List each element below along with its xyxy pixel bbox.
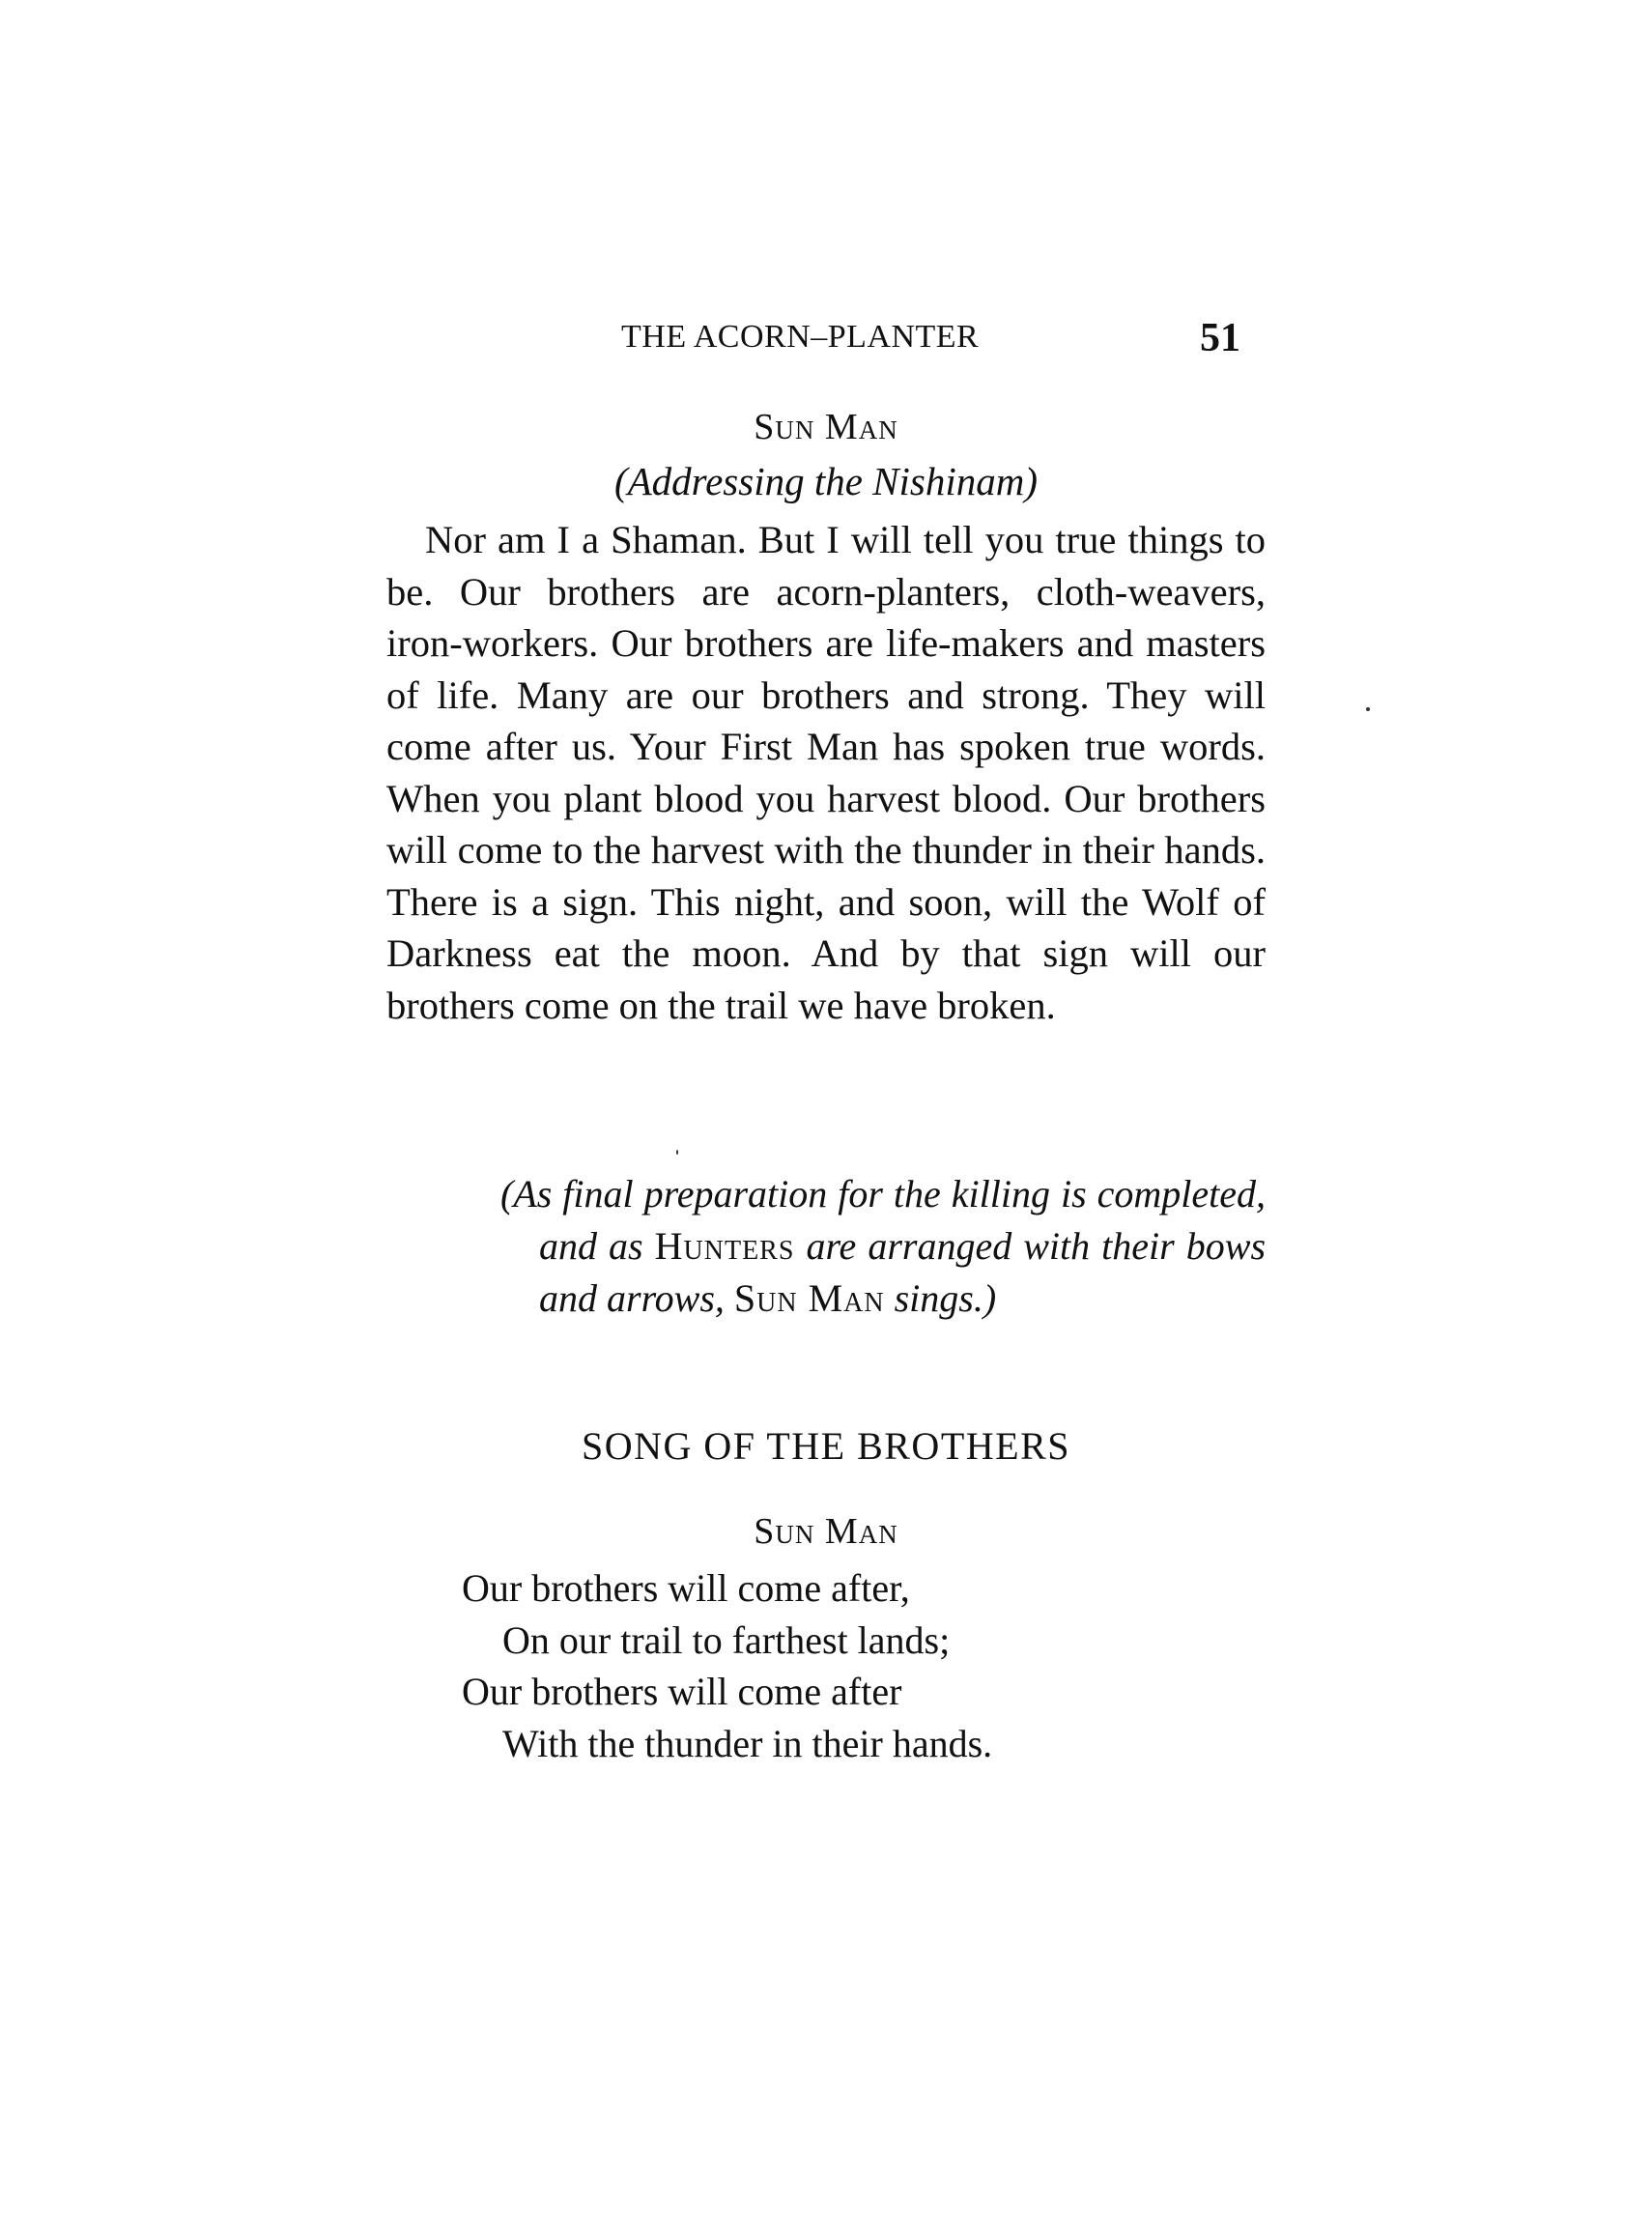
speech-paragraph: Nor am I a Shaman. But I will tell you true things to be. Our brothers are acorn-planters, cloth-weavers, iron-workers. Our brothers are life-makers and masters of life. Many are our brothers and strong. They will come after us. Your First Man has spoken true words. When you plant blood you harvest blood. Our brothers will come to the harvest with the thunder in their hands. There is a sign. This night, and soon, will the Wolf of Darkness eat the moon. And by that sign will our brothers come on the trail we have broken. — [386, 518, 1266, 1027]
print-speck — [1366, 707, 1370, 711]
verse-line: With the thunder in their hands. — [502, 1721, 993, 1765]
stage-direction-text: sings.) — [894, 1276, 997, 1320]
stage-direction-hunters: Hunters — [654, 1224, 795, 1268]
speaker-heading: Sun Man — [754, 1511, 898, 1552]
page-number: 51 — [1200, 316, 1240, 360]
speaker-heading: Sun Man — [754, 407, 898, 447]
verse-line: Our brothers will come after — [462, 1670, 902, 1713]
song-title: SONG OF THE BROTHERS — [582, 1424, 1070, 1468]
verse-line: On our trail to farthest lands; — [502, 1617, 951, 1662]
stage-direction-sun-man: Sun Man — [733, 1276, 885, 1320]
stage-direction-text: are arranged with their bows and arrows, — [539, 1224, 1267, 1320]
stage-direction — [500, 1168, 1266, 1325]
running-head — [0, 316, 1652, 361]
print-speck — [676, 1150, 678, 1155]
running-title: THE ACORN–PLANTER — [621, 319, 980, 355]
verse-line: Our brothers will come after, — [462, 1566, 910, 1610]
verse — [462, 1562, 992, 1769]
stage-direction-text: (As final preparation for the killing is completed, and as — [500, 1172, 1266, 1268]
addressing-direction: (Addressing the Nishinam) — [613, 459, 1039, 503]
